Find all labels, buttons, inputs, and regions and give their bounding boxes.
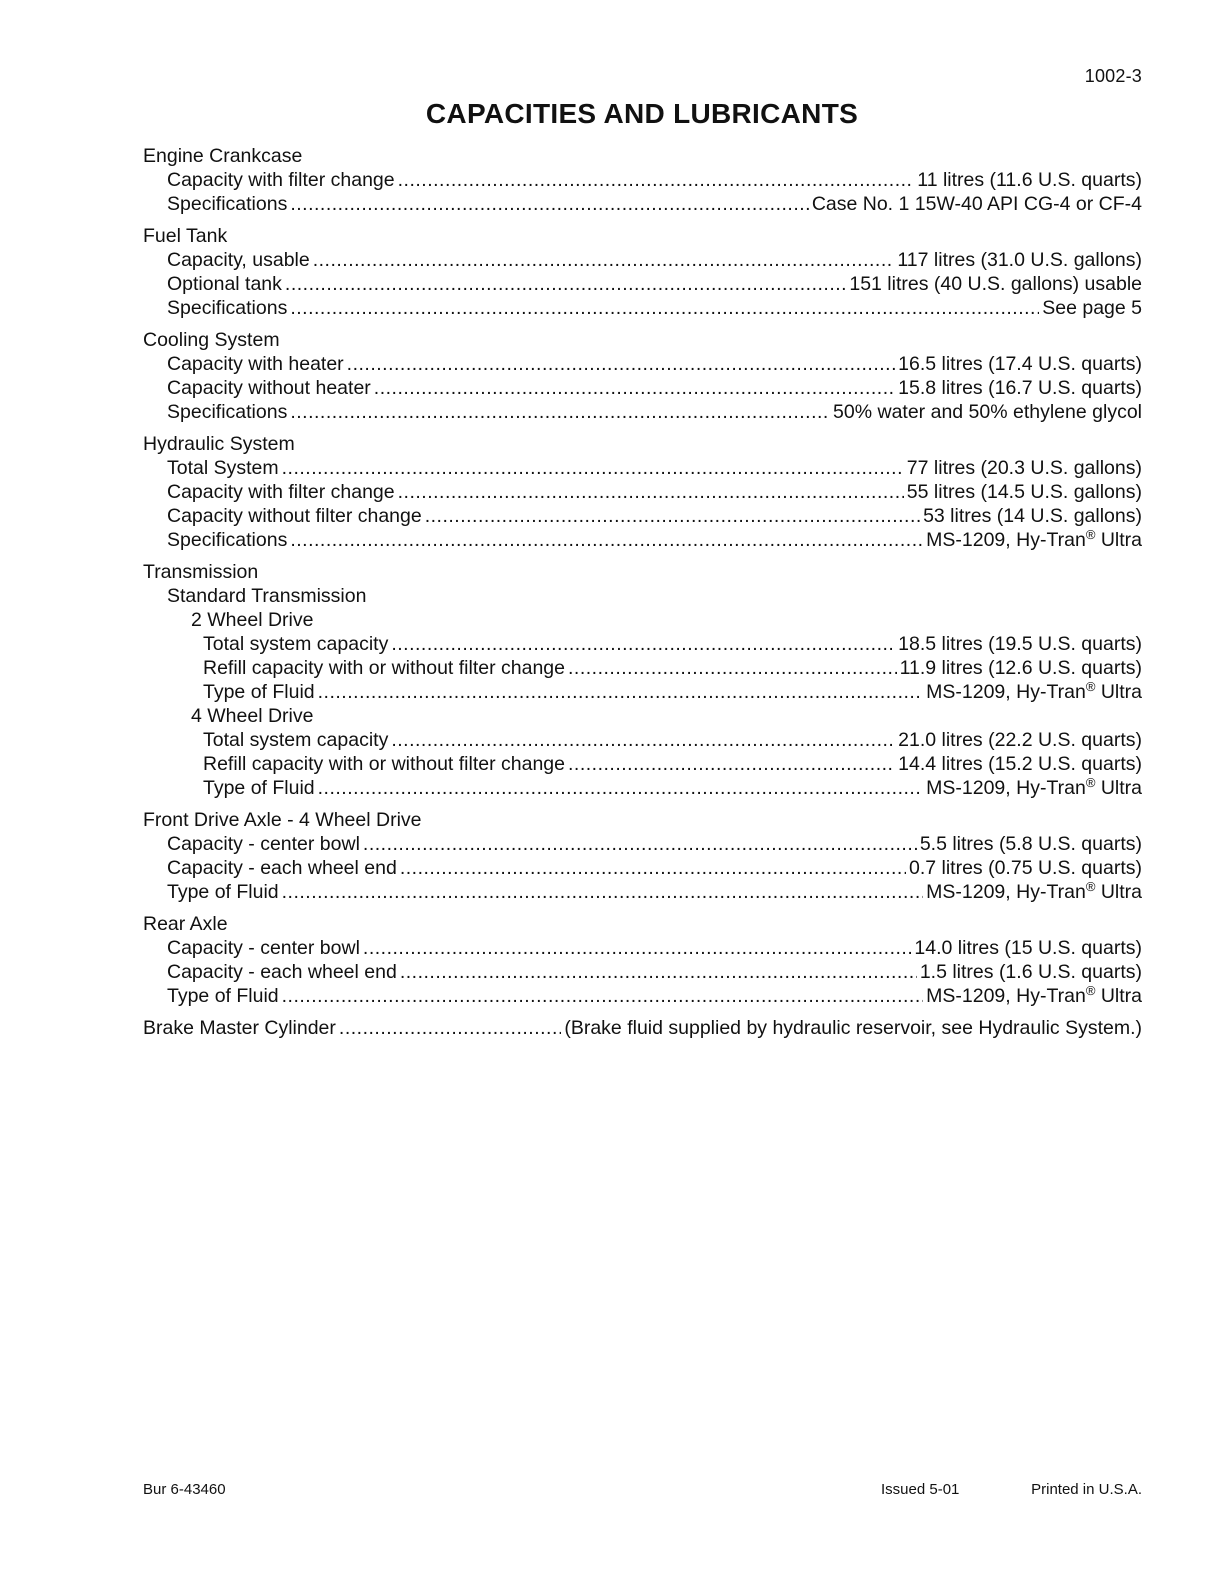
fluid-name: MS-1209, Hy-Tran: [926, 985, 1086, 1007]
fluid-name: MS-1209, Hy-Tran: [926, 881, 1086, 903]
dot-leader: [398, 168, 915, 192]
dot-leader: [290, 192, 808, 216]
dot-leader: [313, 248, 895, 272]
dot-leader: [398, 480, 904, 504]
spec-value: 117 litres (31.0 U.S. gallons): [897, 249, 1142, 271]
spec-row: [143, 400, 1142, 424]
page-number: 1002-3: [1084, 66, 1142, 86]
spec-value: See page 5: [1042, 297, 1142, 319]
spec-row: [143, 376, 1142, 400]
spec-row: [143, 752, 1142, 776]
registered-mark: ®: [1085, 983, 1096, 998]
section-heading: Cooling System: [143, 329, 280, 351]
registered-mark: ®: [1085, 679, 1096, 694]
spec-label: Capacity without filter change: [167, 505, 422, 527]
spec-row: [143, 728, 1142, 752]
spec-label: Total system capacity: [203, 729, 389, 751]
spec-row: [143, 192, 1142, 216]
spec-label: Capacity without heater: [167, 377, 371, 399]
dot-leader: [318, 680, 924, 704]
spec-value: [926, 528, 1142, 552]
spec-row: [143, 296, 1142, 320]
section-rear-axle: [143, 912, 1142, 1008]
spec-label: Specifications: [167, 529, 288, 551]
spec-label: Refill capacity with or without filter change: [203, 753, 565, 775]
footer-issued: Issued 5-01: [881, 1481, 960, 1498]
spec-value: 53 litres (14 U.S. gallons): [923, 505, 1142, 527]
dot-leader: [374, 376, 895, 400]
dot-leader: [282, 880, 924, 904]
spec-row: [143, 856, 1142, 880]
spec-label: Brake Master Cylinder: [143, 1017, 336, 1039]
fluid-name: MS-1209, Hy-Tran: [926, 777, 1086, 799]
spec-value: 55 litres (14.5 U.S. gallons): [906, 481, 1142, 503]
fluid-suffix: Ultra: [1100, 881, 1142, 903]
section-front-drive-axle: [143, 808, 1142, 904]
spec-row: [143, 248, 1142, 272]
dot-leader: [425, 504, 920, 528]
dot-leader: [347, 352, 895, 376]
spec-value: 151 litres (40 U.S. gallons) usable: [849, 273, 1142, 295]
dot-leader: [568, 656, 897, 680]
spec-value: 77 litres (20.3 U.S. gallons): [906, 457, 1142, 479]
spec-row: [143, 656, 1142, 680]
spec-row: [143, 272, 1142, 296]
page-title: CAPACITIES AND LUBRICANTS: [425, 98, 859, 129]
spec-row: [143, 936, 1142, 960]
spec-label: Type of Fluid: [167, 985, 279, 1007]
spec-label: Total System: [167, 457, 279, 479]
spec-row: [143, 984, 1142, 1008]
spec-label: Capacity with heater: [167, 353, 344, 375]
spec-label: Capacity - each wheel end: [167, 961, 397, 983]
spec-value: 14.0 litres (15 U.S. quarts): [914, 937, 1142, 959]
section-transmission: [143, 560, 1142, 800]
dot-leader: [400, 856, 906, 880]
dot-leader: [363, 832, 917, 856]
fluid-suffix: Ultra: [1100, 777, 1142, 799]
section-cooling-system: [143, 328, 1142, 424]
spec-value: 15.8 litres (16.7 U.S. quarts): [898, 377, 1142, 399]
dot-leader: [318, 776, 924, 800]
spec-row: [143, 680, 1142, 704]
spec-label: Capacity - center bowl: [167, 937, 360, 959]
spec-label: Refill capacity with or without filter change: [203, 657, 565, 679]
fluid-suffix: Ultra: [1100, 681, 1142, 703]
spec-label: Total system capacity: [203, 633, 389, 655]
section-heading: Fuel Tank: [143, 225, 228, 247]
spec-value: 14.4 litres (15.2 U.S. quarts): [898, 753, 1142, 775]
spec-row: [143, 880, 1142, 904]
spec-label: Specifications: [167, 401, 288, 423]
spec-row: [143, 352, 1142, 376]
section-brake-master-cylinder: [143, 1016, 1142, 1040]
spec-row: [143, 456, 1142, 480]
section-heading: Rear Axle: [143, 913, 228, 935]
section-heading: Engine Crankcase: [143, 145, 303, 167]
dot-leader: [568, 752, 895, 776]
spec-row: [143, 960, 1142, 984]
footer-doc-number: Bur 6-43460: [143, 1481, 226, 1498]
spec-label: Capacity - center bowl: [167, 833, 360, 855]
spec-value: 50% water and 50% ethylene glycol: [833, 401, 1142, 423]
subsection-heading-4wd: 4 Wheel Drive: [191, 705, 314, 727]
dot-leader: [290, 400, 830, 424]
spec-row: [143, 480, 1142, 504]
dot-leader: [282, 984, 924, 1008]
spec-label: Capacity - each wheel end: [167, 857, 397, 879]
registered-mark: ®: [1085, 527, 1096, 542]
spec-value: 5.5 litres (5.8 U.S. quarts): [919, 833, 1142, 855]
spec-value: (Brake fluid supplied by hydraulic reservoir, see Hydraulic System.): [564, 1017, 1142, 1039]
spec-row: [143, 832, 1142, 856]
spec-row: [143, 528, 1142, 552]
spec-row: [143, 632, 1142, 656]
section-engine-crankcase: [143, 144, 1142, 216]
section-heading: Hydraulic System: [143, 433, 295, 455]
section-fuel-tank: [143, 224, 1142, 320]
fluid-name: MS-1209, Hy-Tran: [926, 529, 1086, 551]
spec-value: 11 litres (11.6 U.S. quarts): [917, 169, 1142, 191]
spec-value: [926, 680, 1142, 704]
subsection-heading: Standard Transmission: [167, 585, 367, 607]
spec-value: Case No. 1 15W-40 API CG-4 or CF-4: [811, 193, 1142, 215]
spec-value: [926, 880, 1142, 904]
dot-leader: [363, 936, 911, 960]
dot-leader: [285, 272, 846, 296]
spec-row: [143, 168, 1142, 192]
spec-label: Specifications: [167, 193, 288, 215]
spec-value: 21.0 litres (22.2 U.S. quarts): [898, 729, 1142, 751]
spec-label: Capacity with filter change: [167, 481, 395, 503]
dot-leader: [391, 632, 895, 656]
spec-label: Type of Fluid: [203, 681, 315, 703]
spec-row: [143, 504, 1142, 528]
spec-value: 16.5 litres (17.4 U.S. quarts): [898, 353, 1142, 375]
section-hydraulic-system: [143, 432, 1142, 552]
spec-value: [926, 776, 1142, 800]
footer-printed: Printed in U.S.A.: [1031, 1481, 1142, 1498]
spec-value: 0.7 litres (0.75 U.S. quarts): [908, 857, 1142, 879]
spec-value: 1.5 litres (1.6 U.S. quarts): [919, 961, 1142, 983]
spec-label: Capacity, usable: [167, 249, 310, 271]
spec-value: 18.5 litres (19.5 U.S. quarts): [898, 633, 1142, 655]
spec-value: [926, 984, 1142, 1008]
capacities-list: [143, 144, 1142, 1048]
fluid-suffix: Ultra: [1100, 985, 1142, 1007]
spec-row: [143, 1016, 1142, 1040]
section-heading: Front Drive Axle - 4 Wheel Drive: [143, 809, 422, 831]
spec-label: Optional tank: [167, 273, 282, 295]
registered-mark: ®: [1085, 775, 1096, 790]
registered-mark: ®: [1085, 879, 1096, 894]
dot-leader: [282, 456, 904, 480]
spec-value: 11.9 litres (12.6 U.S. quarts): [899, 657, 1142, 679]
subsection-heading-2wd: 2 Wheel Drive: [191, 609, 314, 631]
dot-leader: [391, 728, 895, 752]
fluid-name: MS-1209, Hy-Tran: [926, 681, 1086, 703]
fluid-suffix: Ultra: [1100, 529, 1142, 551]
dot-leader: [290, 296, 1039, 320]
spec-label: Specifications: [167, 297, 288, 319]
spec-label: Type of Fluid: [203, 777, 315, 799]
section-heading: Transmission: [143, 561, 259, 583]
spec-label: Capacity with filter change: [167, 169, 395, 191]
spec-row: [143, 776, 1142, 800]
dot-leader: [400, 960, 917, 984]
spec-label: Type of Fluid: [167, 881, 279, 903]
dot-leader: [290, 528, 923, 552]
dot-leader: [339, 1016, 561, 1040]
